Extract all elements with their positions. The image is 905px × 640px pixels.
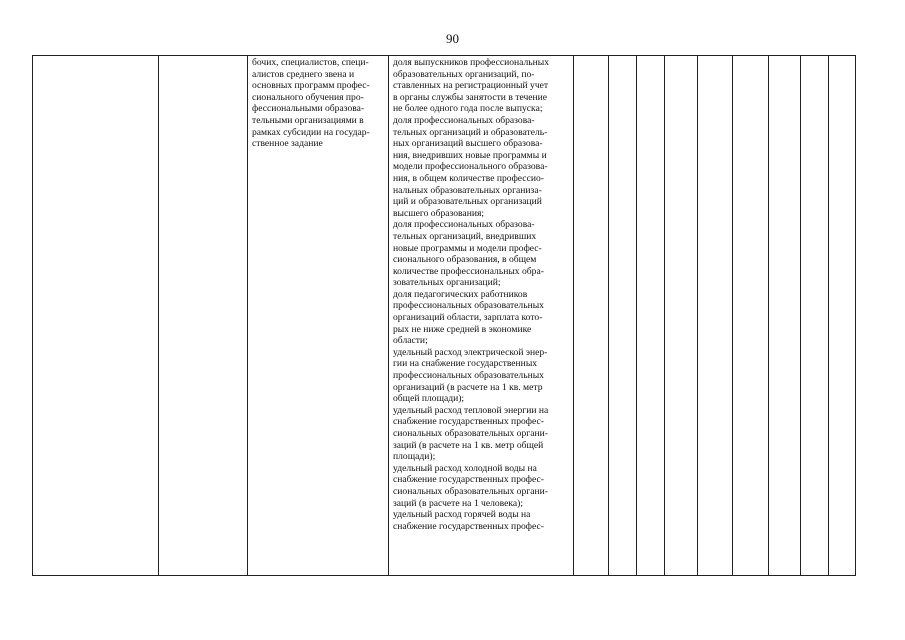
table-cell-col8 — [665, 56, 698, 576]
table-cell-col13 — [829, 56, 856, 576]
table-cell-col2 — [159, 56, 248, 576]
table-cell-col9 — [698, 56, 733, 576]
program-description-text: бочих, специалистов, специ- алистов среднего звена и основных программ профес- сионального обучения про- фессиональными образова- тельными организациями в рамках субсидии на государ- ственное задание — [252, 57, 370, 150]
table-cell-col7 — [637, 56, 665, 576]
page-number: 90 — [446, 31, 459, 46]
table-cell-col4 — [389, 56, 574, 576]
indicators-text: доля выпускников профессиональных образовательных организаций, по- ставленных на регистрационный учет в органы службы занятости в течение не более одного года после выпуска; доля профессиональных образова- тельных организаций и образователь- ных организаций высшего образова- ния, внедривших новые программы и модели профессионального образова- ния, в общем количестве профессио- нальных образовательных организа- ций и образовательных организаций высшего образования; доля профессиональных образова- тельных организаций, внедривших новые программы и модели профес- сионального образования, в общем количестве профессиональных обра- зовательных организаций; доля педагогических работников профессиональных образовательных организаций области, зарплата кото- рых не ниже средней в экономике области; удельный расход электрической энер- гии на снабжение государственных профессиональных образовательных организаций (в расчете на 1 кв. метр общей площади); удельный расход тепловой энергии на снабжение государственных профес- сиональных образовательных органи- заций (в расчете на 1 кв. метр общей площади); удельный расход холодной воды на снабжение государственных профес- сиональных образовательных органи- заций (в расчете на 1 человека); удельный расход горячей воды на снабжение государственных профес- — [393, 57, 550, 532]
table-row — [33, 56, 856, 576]
table-cell-col5 — [574, 56, 609, 576]
table-cell-col11 — [769, 56, 801, 576]
document-table — [32, 55, 856, 576]
table-cell-col1 — [33, 56, 159, 576]
table-cell-col3 — [248, 56, 389, 576]
table-cell-col6 — [609, 56, 637, 576]
table-cell-col12 — [801, 56, 829, 576]
table-cell-col10 — [733, 56, 769, 576]
